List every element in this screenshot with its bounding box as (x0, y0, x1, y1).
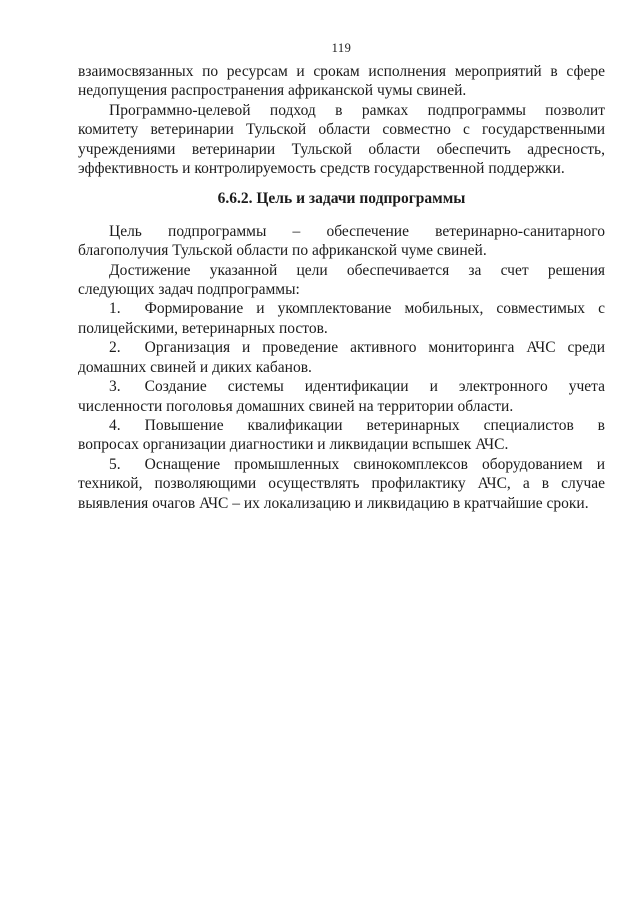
section-heading: 6.6.2. Цель и задачи подпрограммы (217, 190, 466, 208)
list-item-3 (78, 377, 605, 416)
text-line: численности поголовья домашних свиней на территории области. (78, 397, 514, 415)
text-line: выявления очагов АЧС – их локализацию и ликвидацию в кратчайшие сроки. (78, 494, 589, 512)
paragraph-tasks-intro (78, 261, 605, 300)
text-line: взаимосвязанных по ресурсам и срокам исполнения мероприятий в сфере (78, 63, 605, 80)
list-item-1 (78, 299, 605, 338)
text-line: домашних свиней и диких кабанов. (78, 358, 312, 376)
text-line: вопросах организации диагностики и ликвидации вспышек АЧС. (78, 436, 509, 454)
text-line: благополучия Тульской области по африканской чуме свиней. (78, 242, 487, 260)
page-number: 119 (331, 41, 352, 55)
text-line: Программно-целевой подход в рамках подпрограммы позволит (109, 101, 605, 119)
text-line: следующих задач подпрограммы: (78, 281, 300, 299)
document-body (78, 62, 605, 513)
text-line: эффективность и контролируемость средств государственной поддержки. (78, 160, 565, 178)
text-line: недопущения распространения африканской чумы свиней. (78, 82, 467, 100)
list-item-number: 4. (109, 416, 121, 434)
list-item-text: Организация и проведение активного мониторинга АЧС среди (144, 339, 605, 357)
text-line (78, 299, 605, 318)
list-item-2 (78, 338, 605, 377)
list-item-text: Повышение квалификации ветеринарных специалистов в (144, 416, 605, 434)
list-item-number: 5. (109, 455, 121, 473)
list-item-text: Оснащение промышленных свинокомплексов оборудованием и (144, 455, 605, 473)
list-item-text: Создание системы идентификации и электронного учета (144, 378, 605, 396)
paragraph-continuation (78, 62, 605, 101)
text-line (78, 377, 605, 396)
text-line: Достижение указанной цели обеспечивается за счет решения (109, 261, 605, 279)
text-line: техникой, позволяющими осуществлять профилактику АЧС, а в случае (78, 475, 605, 493)
text-line (78, 416, 605, 435)
list-item-number: 2. (109, 339, 121, 357)
text-line (78, 455, 605, 474)
paragraph-goal (78, 222, 605, 261)
list-item-text: Формирование и укомплектование мобильных, совместимых с (144, 300, 605, 318)
list-item-number: 1. (109, 300, 121, 318)
list-item-number: 3. (109, 378, 121, 396)
text-line: полицейскими, ветеринарных постов. (78, 319, 328, 337)
text-line (78, 338, 605, 357)
text-line: учреждениями ветеринарии Тульской области обеспечить адресность, (78, 140, 605, 158)
list-item-4 (78, 416, 605, 455)
text-line: комитету ветеринарии Тульской области совместно с государственными (78, 121, 605, 139)
text-line: Цель подпрограммы – обеспечение ветеринарно-санитарного (109, 222, 605, 240)
paragraph-program-approach (78, 101, 605, 179)
list-item-5 (78, 455, 605, 513)
